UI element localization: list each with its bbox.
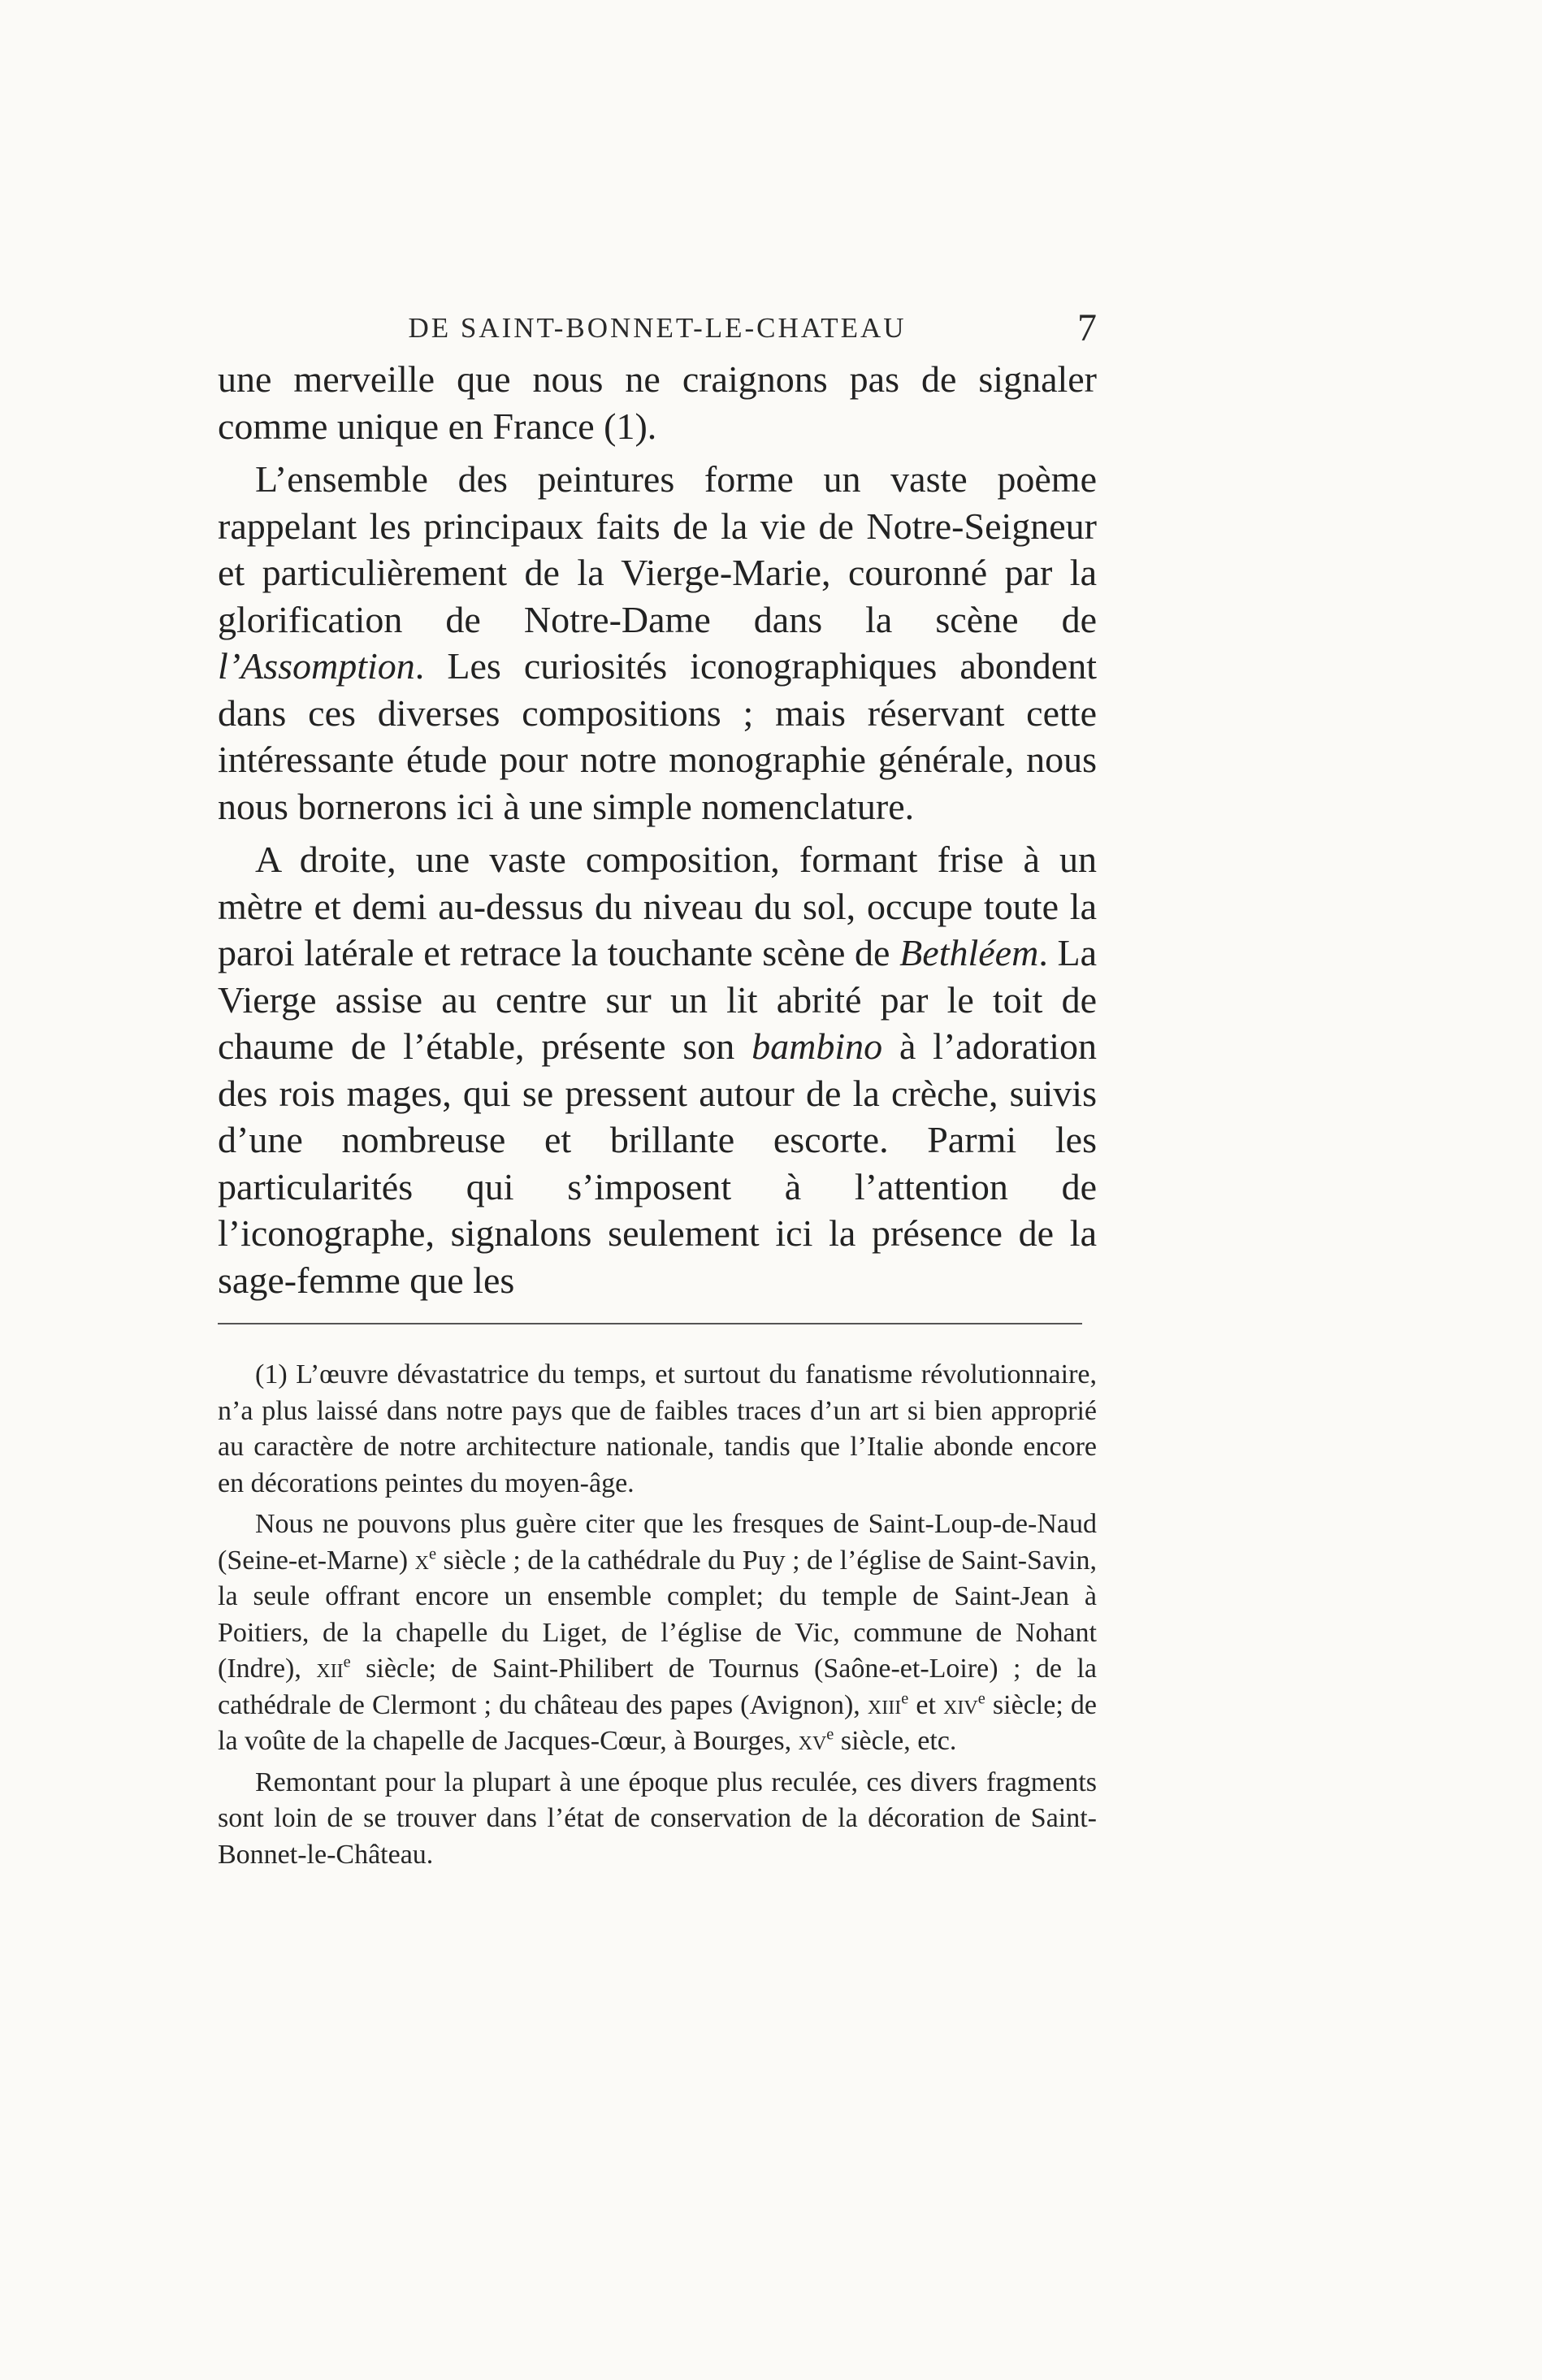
page-number: 7 (1077, 306, 1097, 349)
running-title: DE SAINT-BONNET-LE-CHATEAU (408, 312, 907, 344)
paragraph-3-text-b: . La Vierge assise au centre sur un lit abrité par le toit de chaume de l’étable, présente son (218, 932, 1098, 1067)
paragraph-ensemble (218, 456, 1097, 830)
paragraph-continuation (218, 356, 1097, 449)
century-x: x (414, 1545, 429, 1576)
century-xiv-sup: e (977, 1689, 985, 1708)
main-text (218, 356, 1097, 1303)
bambino-italic: bambino (752, 1025, 883, 1067)
century-xii-sup: e (343, 1653, 351, 1671)
century-xiv: xiv (943, 1689, 978, 1720)
paragraph-3-text-a: A droite, une vaste composition, formant frise à un mètre et demi au-dessus du niveau du sol, occupe toute la paroi latérale et retrace la touchante scène de (218, 839, 1097, 973)
century-xv: xv (798, 1726, 827, 1756)
century-x-sup: e (428, 1545, 437, 1563)
footnote-2-text-f: siècle, etc. (834, 1726, 957, 1756)
footnote-1-conclusion (218, 1765, 1097, 1874)
footnote-3-text: Remontant pour la plupart à une époque plus reculée, ces divers fragments sont loin de se trouver dans l’état de conservation de la décoration de Saint-Bonnet-le-Château. (218, 1767, 1097, 1870)
footnote-2-text-b: siècle ; de la cathédrale du Puy ; de l’église de Saint-Savin, la seule offrant encore un ensemble complet; du temple de Saint-Jean à Poitiers, de la chapelle du Liget, de l’église de Vic, commune de Nohant (Indre), (218, 1545, 1097, 1684)
bethleem-italic: Bethléem (899, 932, 1039, 973)
paragraph-2-text-b: . Les curiosités iconographiques abondent dans ces diverses compositions ; mais réservant cette intéressante étude pour notre monographie générale, nous nous bornerons ici à une simple nomenclature. (218, 645, 1097, 827)
paragraph-bethleem (218, 836, 1097, 1303)
footnotes (218, 1357, 1097, 1873)
footnote-2-text-a: Nous ne pouvons plus guère citer que les fresques de Saint-Loup-de-Naud (Seine-et-Marne) (218, 1509, 1097, 1576)
century-xv-sup: e (826, 1725, 834, 1744)
paragraph-3-text-c: à l’adoration des rois mages, qui se pressent autour de la crèche, suivis d’une nombreuse et brillante escorte. Parmi les particularités qui s’imposent à l’attention de l’iconographe, signalons seulement ici la présence de la sage-femme que les (218, 1025, 1097, 1301)
century-xiii-sup: e (901, 1689, 909, 1708)
running-head (218, 306, 1097, 354)
footnote-2-text-e: siècle; de la voûte de la chapelle de Jacques-Cœur, à Bourges, (218, 1689, 1097, 1756)
footnote-1 (218, 1357, 1097, 1502)
century-xii: xii (316, 1654, 344, 1684)
paragraph-1-text: une merveille que nous ne craignons pas de signaler comme unique en France (1). (218, 358, 1097, 447)
paragraph-2-text-a: L’ensemble des peintures forme un vaste poème rappelant les principaux faits de la vie de Notre-Seigneur et particulièrement de la Vierge-Marie, couronné par la glorification de Notre-Dame dans la scène de (218, 458, 1097, 640)
footnote-1-continued (218, 1506, 1097, 1760)
footnote-2-text-d: et (908, 1689, 944, 1720)
footnote-2-text-c: siècle; de Saint-Philibert de Tournus (Saône-et-Loire) ; de la cathédrale de Clermont ; du château des papes (Avignon), (218, 1654, 1097, 1720)
century-xiii: xiii (867, 1689, 902, 1720)
footnote-1-text: (1) L’œuvre dévastatrice du temps, et surtout du fanatisme révolutionnaire, n’a plus laissé dans notre pays que de faibles traces d’un art si bien approprié au caractère de notre architecture nationale, tandis que l’Italie abonde encore en décorations peintes du moyen-âge. (218, 1359, 1097, 1498)
footnote-rule (218, 1323, 1082, 1324)
assomption-italic: l’Assomption (218, 645, 415, 687)
